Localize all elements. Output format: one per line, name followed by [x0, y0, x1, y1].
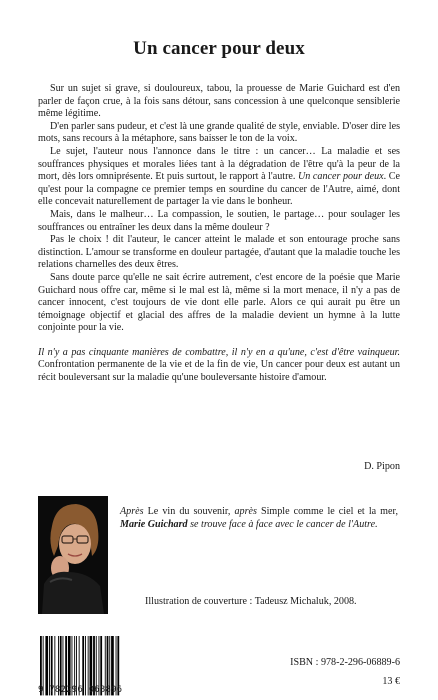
illustration-credit: Illustration de couverture : Tadeusz Michaluk, 2008.	[145, 596, 357, 607]
isbn: ISBN : 978-2-296-06889-6	[290, 657, 400, 668]
paragraph: Pas le choix ! dit l'auteur, le cancer atteint le malade et son entourage proche sans distinction. L'amour se transforme en douleur partagée, d'autant que la maladie touche les relations charnelles des deux êtres.	[38, 234, 400, 271]
paragraph: Sans doute parce qu'elle ne sait écrire autrement, c'est encore de la poésie que Marie Guichard nous offre car, même si le mal est là, même si la mort menace, il n'y a pas de cancer innocent, c'est toujours de vie dont elle parle. Alors ce qui aurait pu être un témoignage objectif et glacial des affres de la maladie devient un hymne à la lutte conjointe pour la vie.	[38, 271, 400, 334]
author-blurb: Après Le vin du souvenir, après Simple comme le ciel et la mer, Marie Guichard se trouve face à face avec le cancer de l'Autre.	[120, 506, 398, 530]
paragraph: Sur un sujet si grave, si douloureux, tabou, la prouesse de Marie Guichard est d'en parler de façon crue, à la fois sans détour, sans concession à une quelconque sensiblerie même légitime.	[38, 83, 400, 120]
paragraph: D'en parler sans pudeur, et c'est là une grande qualité de style, enviable. D'oser dire les mots, sans recours à la métaphore, sans baisser le ton de la voix.	[38, 120, 400, 145]
paragraph: Le sujet, l'auteur nous l'annonce dans le titre : un cancer… La maladie et ses souffrances physiques et morales liées tant à la dégradation de l'être qu'à la peur de la mort, dès lors omniprésente. Et puis surtout, le rapport à l'autre. Un cancer pour deux. Ce qu'est pour la compagne ce premier temps en sourdine du cancer de l'Autre, aimé, dont elle concevait naturellement de partager la vie dans le bonheur.	[38, 145, 400, 208]
paragraph: Mais, dans le malheur… La compassion, le soutien, le partage… pour soulager les souffrances ou entraîner les deux dans la même douleur ?	[38, 208, 400, 233]
review-signature: D. Pipon	[364, 461, 400, 472]
barcode-number: 9 782296 068896	[38, 685, 123, 695]
price: 13 €	[382, 676, 400, 687]
back-cover-text	[38, 83, 400, 385]
book-title: Un cancer pour deux	[133, 38, 305, 59]
author-photo	[38, 496, 108, 614]
quote-paragraph: Il n'y a pas cinquante manières de combattre, il n'y en a qu'une, c'est d'être vainqueur. Confrontation permanente de la vie et de la fin de vie, Un cancer pour deux est autant un récit bouleversant sur la maladie qu'une bouleversante histoire d'amour.	[38, 346, 400, 384]
author-portrait-image	[38, 496, 108, 614]
